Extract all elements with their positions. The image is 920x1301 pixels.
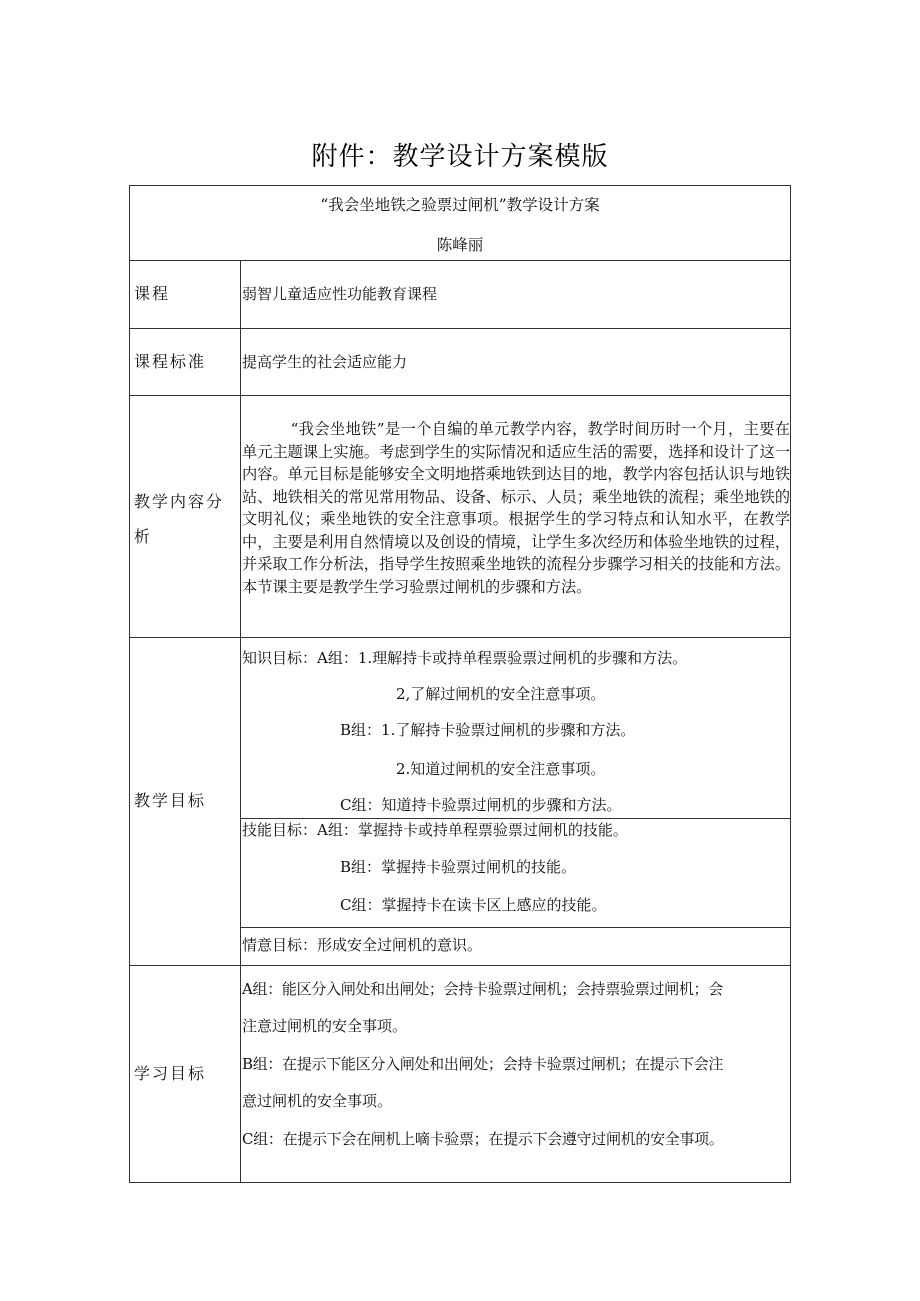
standard-value: 提高学生的社会适应能力 <box>242 353 408 371</box>
plan-title: “我会坐地铁之验票过闸机”教学设计方案 <box>320 196 600 214</box>
course-label: 课程 <box>134 284 171 303</box>
standard-label: 课程标准 <box>134 352 207 371</box>
page-title: 附件：教学设计方案模版 <box>311 142 609 172</box>
knowledge-goal-line: C组：知道持卡验票过闸机的步骤和方法。 <box>340 796 622 814</box>
lesson-plan-table <box>129 185 791 1183</box>
content-analysis-label-cont: 析 <box>134 527 153 546</box>
content-analysis-label: 教学内容分 <box>134 492 225 511</box>
emotion-goal-line: 情意目标：形成安全过闸机的意识。 <box>242 936 483 954</box>
row-divider <box>130 965 790 966</box>
knowledge-goal-line: 知识目标：A组：1.理解持卡或持单程票验票过闸机的步骤和方法。 <box>242 649 688 667</box>
learning-goal-line: 意过闸机的安全事项。 <box>242 1092 393 1110</box>
learning-goal-line: A组：能区分入闸处和出闸处；会持卡验票过闸机；会持票验票过闸机；会 <box>242 980 723 998</box>
learning-goal-line: 注意过闸机的安全事项。 <box>242 1017 408 1035</box>
row-divider <box>240 818 790 819</box>
learning-goal-line: C组：在提示下会在闸机上嘀卡验票；在提示下会遵守过闸机的安全事项。 <box>242 1130 724 1148</box>
knowledge-goal-line: 2.知道过闸机的安全注意事项。 <box>396 760 606 778</box>
skill-goal-line: 技能目标：A组：掌握持卡或持单程票验票过闸机的技能。 <box>242 821 628 839</box>
course-value: 弱智儿童适应性功能教育课程 <box>242 285 438 303</box>
learning-goal-line: B组：在提示下能区分入闸处和出闸处；会持卡验票过闸机；在提示下会注 <box>242 1055 724 1073</box>
skill-goal-line: B组：掌握持卡验票过闸机的技能。 <box>340 858 577 876</box>
author-name: 陈峰丽 <box>436 236 484 254</box>
row-divider <box>130 395 790 396</box>
row-divider <box>240 927 790 928</box>
column-divider <box>240 260 241 1182</box>
skill-goal-line: C组：掌握持卡在读卡区上感应的技能。 <box>340 896 607 914</box>
content-analysis-text: “我会坐地铁”是一个自编的单元教学内容，教学时间历时一个月，主要在单元主题课上实施。考虑到学生的实际情况和适应生活的需要，选择和设计了这一内容。单元目标是能够安全文明地搭乘地铁到达目的地，教学内容包括认识与地铁站、地铁相关的常见常用物品、设备、标示、人员；乘坐地铁的流程；乘坐地铁的文明礼仪；乘坐地铁的安全注意事项。根据学生的学习特点和认知水平，在教学中，主要是利用自然情境以及创设的情境，让学生多次经历和体验坐地铁的过程，并采取工作分析法，指导学生按照乘坐地铁的流程分步骤学习相关的技能和方法。本节课主要是教学生学习验票过闸机的步骤和方法。 <box>242 420 790 596</box>
row-divider <box>130 328 790 329</box>
row-divider <box>130 260 790 261</box>
knowledge-goal-line: B组：1.了解持卡验票过闸机的步骤和方法。 <box>340 721 636 739</box>
row-divider <box>130 637 790 638</box>
teaching-goals-label: 教学目标 <box>134 791 207 810</box>
knowledge-goal-line: 2,了解过闸机的安全注意事项。 <box>396 685 606 703</box>
learning-goals-label: 学习目标 <box>134 1064 207 1083</box>
